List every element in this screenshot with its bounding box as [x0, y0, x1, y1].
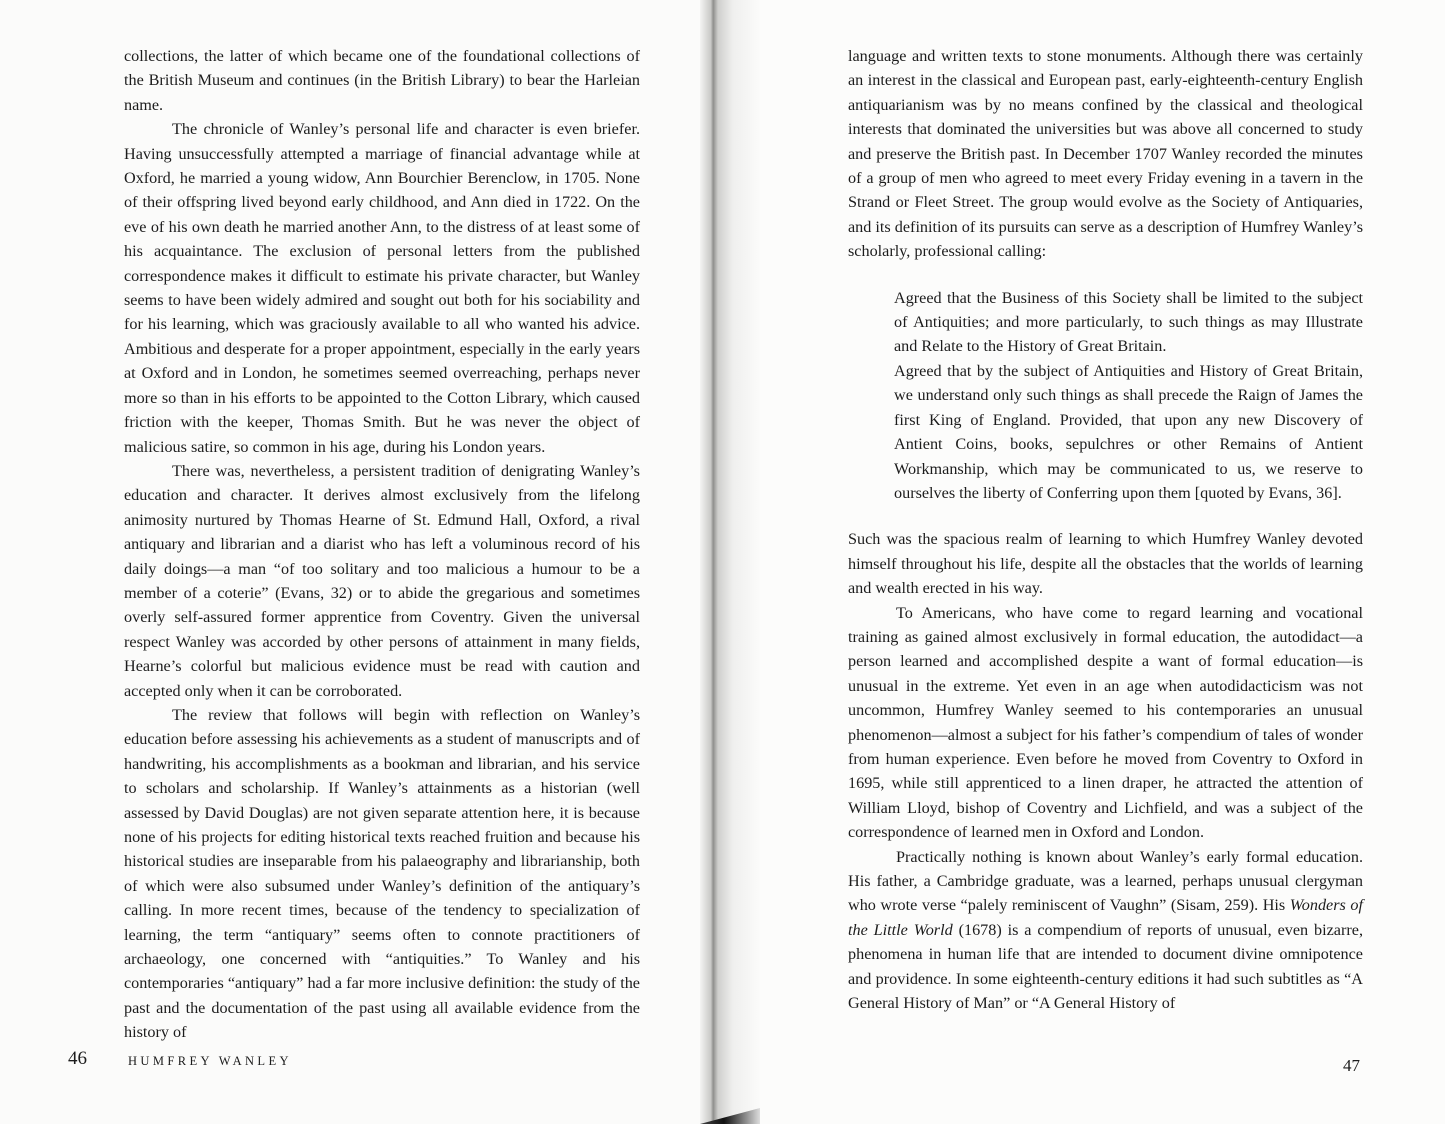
right-paragraph-3: To Americans, who have come to regard learning and vocational training as gained almost exclusively in formal education, the autodidact—a person learned and accomplished despite a want of formal education—is unusual in the extreme. Yet even in an age when autodidacticism was not uncommon, Humfrey Wanley seemed to his contemporaries an unusual phenomenon—almost a subject for his father’s compendium of tales of wonder from human experience. Even before he moved from Coventry to Oxford in 1695, while still apprenticed to a linen draper, he attracted the attention of William Lloyd, bishop of Coventry and Lichfield, and was a subject of the correspondence of learned men in Oxford and London. — [848, 603, 1363, 842]
left-page-number: 46 — [68, 1048, 87, 1069]
block-quote-1: Agreed that the Business of this Society shall be limited to the subject of Antiquities; and more particularly, to such things as may Illustrate and Relate to the History of Great Britain. — [894, 288, 1363, 356]
book-title: Wonders of the Little World — [848, 896, 1363, 939]
left-paragraph-4: The review that follows will begin with reflection on Wanley’s education before assessing his achievements as a student of manuscripts and of handwriting, his accomplishments as a bookman and librarian, and his service to scholars and scholarship. If Wanley’s attainments as a historian (well assessed by David Douglas) are not given separate attention here, it is because none of his projects for editing historical texts reached fruition and because his historical studies are inseparable from his palaeography and librarianship, both of which were also subsumed under Wanley’s definition of the antiquary’s calling. In more recent times, because of the tendency to specialization of learning, the term “antiquary” seems often to connote practitioners of archaeology, one concerned with “antiquities.” To Wanley and his contemporaries “antiquary” had a far more inclusive definition: the study of the past and the documentation of the past using all available evidence from the history of — [124, 705, 640, 1042]
right-page-body — [848, 44, 1363, 1015]
left-paragraph-2: The chronicle of Wanley’s personal life and character is even briefer. Having unsuccessfully attempted a marriage of financial advantage while at Oxford, he married a young widow, Ann Bourchier Berenclow, in 1705. None of their offspring lived beyond early childhood, and Ann died in 1722. On the eve of his own death he married another Ann, to the distress of at least some of his acquaintance. The exclusion of personal letters from the published correspondence makes it difficult to estimate his private character, but Wanley seems to have been widely admired and sought out both for his sociability and for his learning, which was graciously available to all who wanted his advice. Ambitious and desperate for a proper appointment, especially in the early years at Oxford and in London, he sometimes seemed overreaching, perhaps never more so than in his efforts to be appointed to the Cotton Library, which caused friction with the keeper, Thomas Smith. But he was never the object of malicious satire, so common in his age, during his London years. — [124, 120, 640, 456]
block-quote — [894, 286, 1363, 506]
block-quote-2: Agreed that by the subject of Antiquities and History of Great Britain, we understand only such things as shall precede the Raign of James the first King of England. Provided, that upon any new Discovery of Antient Coins, books, sepulchres or other Remains of Antient Workmanship, which may be communicated to us, we reserve to ourselves the liberty of Conferring upon them [quoted by Evans, 36]. — [894, 361, 1363, 502]
left-page-body — [124, 44, 640, 1045]
right-paragraph-4-end: (1678) is a compendium of reports of unusual, even bizarre, phenomena in human life that are intended to document divine omnipotence and providence. In some eighteenth-century editions it had such subtitles as “A General History of Man” or “A General History of — [848, 920, 1364, 1013]
right-paragraph-1: language and written texts to stone monuments. Although there was certainly an interest in the classical and European past, early-eighteenth-century English antiquarianism was by no means confined by the classical and theological interests that dominated the universities but was above all concerned to study and preserve the British past. In December 1707 Wanley recorded the minutes of a group of men who agreed to meet every Friday evening in a tavern in the Strand or Fleet Street. The group would evolve as the Society of Antiquaries, and its definition of its pursuits can serve as a description of Humfrey Wanley’s scholarly, professional calling: — [848, 47, 1363, 261]
left-paragraph-1: collections, the latter of which became one of the foundational collections of the British Museum and continues (in the British Library) to bear the Harleian name. — [124, 47, 640, 114]
right-paragraph-4 — [848, 845, 1363, 1016]
left-paragraph-3: There was, nevertheless, a persistent tradition of denigrating Wanley’s education and character. It derives almost exclusively from the lifelong animosity nurtured by Thomas Hearne of St. Edmund Hall, Oxford, a rival antiquary and librarian and a diarist who has left a voluminous record of his daily doings—a man “of too solitary and too malicious a humour to be a member of a coterie” (Evans, 32) or to abide the gregarious and sometimes overly self-assured former apprentice from Coventry. Given the universal respect Wanley was accorded by other persons of attainment in many fields, Hearne’s colorful but malicious evidence must be read with caution and accepted only when it can be corroborated. — [124, 461, 640, 700]
right-paragraph-2: Such was the spacious realm of learning to which Humfrey Wanley devoted himself throughout his life, despite all the obstacles that the worlds of learning and wealth erected in his way. — [848, 530, 1363, 598]
book-gutter — [700, 0, 760, 1124]
right-page-number: 47 — [1343, 1056, 1360, 1075]
running-head: HUMFREY WANLEY — [128, 1054, 292, 1068]
right-paragraph-4-start: Practically nothing is known about Wanley’s early formal education. His father, a Cambridge graduate, was a learned, perhaps unusual clergyman who wrote verse “palely reminiscent of Vaughn” (Sisam, 259). His — [848, 847, 1363, 915]
